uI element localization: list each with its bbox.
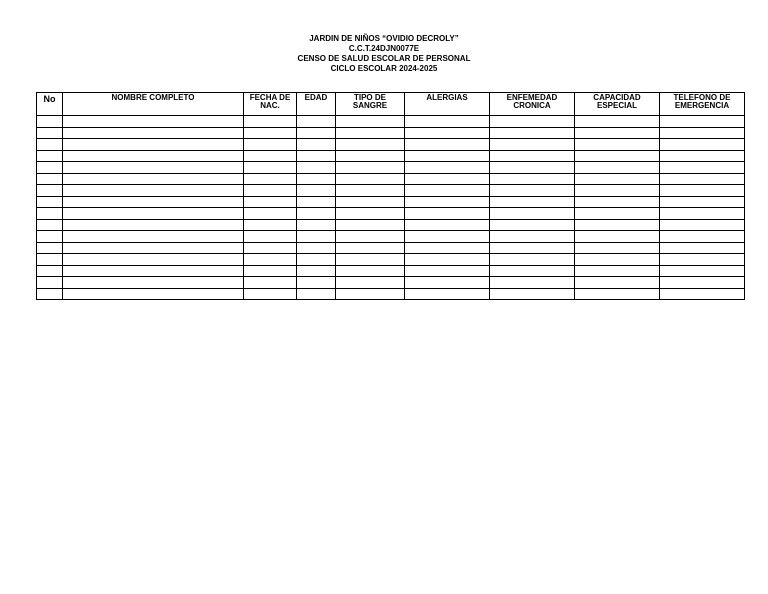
table-cell[interactable] (63, 150, 244, 162)
table-cell[interactable] (63, 162, 244, 174)
table-row (37, 219, 745, 231)
table-cell[interactable] (244, 173, 297, 185)
table-row (37, 139, 745, 151)
table-cell[interactable] (297, 173, 336, 185)
table-row (37, 173, 745, 185)
table-cell[interactable] (660, 231, 745, 243)
table-cell[interactable] (297, 208, 336, 220)
table-cell[interactable] (244, 127, 297, 139)
table-cell[interactable] (336, 196, 405, 208)
table-cell[interactable] (336, 185, 405, 197)
table-cell[interactable] (575, 254, 660, 266)
table-cell[interactable] (244, 139, 297, 151)
table-cell[interactable] (575, 150, 660, 162)
table-cell[interactable] (660, 116, 745, 128)
table-cell[interactable] (490, 196, 575, 208)
table-cell[interactable] (405, 150, 490, 162)
table-cell[interactable] (490, 231, 575, 243)
table-row (37, 162, 745, 174)
table-cell[interactable] (575, 265, 660, 277)
table-cell[interactable] (297, 288, 336, 300)
table-cell[interactable] (405, 254, 490, 266)
table-cell[interactable] (63, 288, 244, 300)
census-table-body (37, 116, 745, 300)
table-cell[interactable] (490, 208, 575, 220)
table-cell[interactable] (37, 254, 63, 266)
table-row (37, 208, 745, 220)
table-cell[interactable] (660, 288, 745, 300)
table-cell[interactable] (405, 265, 490, 277)
table-cell[interactable] (297, 242, 336, 254)
table-cell[interactable] (660, 139, 745, 151)
table-cell[interactable] (37, 288, 63, 300)
table-cell[interactable] (37, 242, 63, 254)
column-header-no: No (37, 93, 63, 116)
table-cell[interactable] (575, 173, 660, 185)
table-cell[interactable] (575, 288, 660, 300)
column-header-edad: EDAD (297, 93, 336, 116)
table-cell[interactable] (575, 196, 660, 208)
table-cell[interactable] (37, 265, 63, 277)
table-cell[interactable] (37, 196, 63, 208)
column-header-telefono-emergencia: TELEFONO DE EMERGENCIA (660, 93, 745, 116)
school-cct: C.C.T.24DJN0077E (348, 44, 420, 53)
table-cell[interactable] (660, 254, 745, 266)
table-row (37, 231, 745, 243)
table-cell[interactable] (37, 219, 63, 231)
table-cell[interactable] (37, 173, 63, 185)
column-header-capacidad-especial: CAPACIDAD ESPECIAL (575, 93, 660, 116)
table-cell[interactable] (575, 116, 660, 128)
table-cell[interactable] (297, 139, 336, 151)
table-cell[interactable] (490, 116, 575, 128)
table-cell[interactable] (575, 139, 660, 151)
table-cell[interactable] (63, 127, 244, 139)
table-cell[interactable] (490, 162, 575, 174)
table-cell[interactable] (575, 231, 660, 243)
table-cell[interactable] (297, 265, 336, 277)
table-cell[interactable] (490, 185, 575, 197)
table-cell[interactable] (405, 173, 490, 185)
table-row (37, 127, 745, 139)
table-cell[interactable] (244, 116, 297, 128)
table-cell[interactable] (490, 139, 575, 151)
column-header-fecha-nac: FECHA DE NAC. (244, 93, 297, 116)
table-cell[interactable] (490, 242, 575, 254)
table-row (37, 265, 745, 277)
table-cell[interactable] (490, 254, 575, 266)
table-cell[interactable] (660, 242, 745, 254)
table-cell[interactable] (660, 185, 745, 197)
table-cell[interactable] (660, 208, 745, 220)
table-cell[interactable] (244, 196, 297, 208)
table-cell[interactable] (575, 219, 660, 231)
table-cell[interactable] (660, 150, 745, 162)
table-cell[interactable] (297, 277, 336, 289)
table-cell[interactable] (660, 219, 745, 231)
table-cell[interactable] (37, 277, 63, 289)
table-cell[interactable] (490, 265, 575, 277)
table-cell[interactable] (244, 288, 297, 300)
table-cell[interactable] (660, 173, 745, 185)
table-cell[interactable] (244, 254, 297, 266)
table-cell[interactable] (244, 231, 297, 243)
table-cell[interactable] (405, 196, 490, 208)
table-cell[interactable] (63, 219, 244, 231)
table-cell[interactable] (336, 288, 405, 300)
table-cell[interactable] (297, 231, 336, 243)
table-cell[interactable] (490, 219, 575, 231)
table-cell[interactable] (244, 219, 297, 231)
table-cell[interactable] (336, 254, 405, 266)
table-cell[interactable] (575, 162, 660, 174)
school-year: CICLO ESCOLAR 2024-2025 (330, 64, 438, 73)
column-header-alergias: ALERGIAS (405, 93, 490, 116)
table-cell[interactable] (63, 173, 244, 185)
table-cell[interactable] (490, 277, 575, 289)
table-cell[interactable] (405, 139, 490, 151)
table-row (37, 116, 745, 128)
table-cell[interactable] (405, 277, 490, 289)
table-cell[interactable] (336, 150, 405, 162)
table-cell[interactable] (490, 173, 575, 185)
table-cell[interactable] (336, 219, 405, 231)
school-name: JARDIN DE NIÑOS “OVIDIO DECROLY” (309, 34, 459, 43)
column-header-tipo-sangre: TIPO DE SANGRE (336, 93, 405, 116)
table-cell[interactable] (297, 254, 336, 266)
table-cell[interactable] (405, 208, 490, 220)
census-table (36, 92, 745, 300)
table-cell[interactable] (405, 162, 490, 174)
table-cell[interactable] (63, 254, 244, 266)
table-row (37, 150, 745, 162)
table-cell[interactable] (575, 185, 660, 197)
table-cell[interactable] (660, 265, 745, 277)
table-cell[interactable] (244, 162, 297, 174)
document-title: CENSO DE SALUD ESCOLAR DE PERSONAL (297, 54, 471, 63)
table-cell[interactable] (63, 265, 244, 277)
table-cell[interactable] (575, 242, 660, 254)
table-cell[interactable] (405, 231, 490, 243)
table-cell[interactable] (575, 127, 660, 139)
table-header-row (37, 93, 745, 116)
table-cell[interactable] (63, 116, 244, 128)
column-header-enfermedad-cronica: ENFEMEDAD CRONICA (490, 93, 575, 116)
table-cell[interactable] (405, 219, 490, 231)
table-row (37, 277, 745, 289)
table-cell[interactable] (63, 139, 244, 151)
table-cell[interactable] (63, 208, 244, 220)
table-cell[interactable] (405, 116, 490, 128)
table-cell[interactable] (297, 127, 336, 139)
table-cell[interactable] (37, 150, 63, 162)
table-row (37, 242, 745, 254)
table-cell[interactable] (37, 185, 63, 197)
table-cell[interactable] (405, 127, 490, 139)
table-cell[interactable] (490, 288, 575, 300)
table-cell[interactable] (244, 242, 297, 254)
table-cell[interactable] (336, 139, 405, 151)
table-cell[interactable] (660, 277, 745, 289)
table-cell[interactable] (37, 231, 63, 243)
table-cell[interactable] (297, 185, 336, 197)
table-cell[interactable] (660, 196, 745, 208)
table-cell[interactable] (336, 127, 405, 139)
table-cell[interactable] (244, 208, 297, 220)
table-cell[interactable] (336, 208, 405, 220)
table-cell[interactable] (297, 150, 336, 162)
table-cell[interactable] (490, 127, 575, 139)
document-header (0, 34, 768, 74)
table-cell[interactable] (63, 231, 244, 243)
table-cell[interactable] (660, 162, 745, 174)
table-cell[interactable] (405, 185, 490, 197)
table-cell[interactable] (63, 185, 244, 197)
table-row (37, 196, 745, 208)
table-cell[interactable] (244, 185, 297, 197)
table-cell[interactable] (660, 127, 745, 139)
table-cell[interactable] (405, 288, 490, 300)
table-cell[interactable] (336, 231, 405, 243)
table-cell[interactable] (37, 162, 63, 174)
table-cell[interactable] (336, 173, 405, 185)
table-cell[interactable] (37, 127, 63, 139)
table-cell[interactable] (336, 116, 405, 128)
table-cell[interactable] (297, 196, 336, 208)
table-cell[interactable] (244, 265, 297, 277)
table-cell[interactable] (63, 277, 244, 289)
column-header-nombre-completo: NOMBRE COMPLETO (63, 93, 244, 116)
table-cell[interactable] (37, 116, 63, 128)
table-cell[interactable] (490, 150, 575, 162)
table-row (37, 254, 745, 266)
table-cell[interactable] (575, 277, 660, 289)
table-cell[interactable] (63, 242, 244, 254)
table-cell[interactable] (336, 162, 405, 174)
table-cell[interactable] (405, 242, 490, 254)
table-cell[interactable] (244, 277, 297, 289)
table-cell[interactable] (244, 150, 297, 162)
table-cell[interactable] (575, 208, 660, 220)
table-cell[interactable] (297, 162, 336, 174)
table-cell[interactable] (37, 208, 63, 220)
table-row (37, 185, 745, 197)
table-cell[interactable] (336, 277, 405, 289)
table-cell[interactable] (63, 196, 244, 208)
table-cell[interactable] (336, 265, 405, 277)
table-row (37, 288, 745, 300)
table-cell[interactable] (37, 139, 63, 151)
table-cell[interactable] (336, 242, 405, 254)
table-cell[interactable] (297, 219, 336, 231)
table-cell[interactable] (297, 116, 336, 128)
